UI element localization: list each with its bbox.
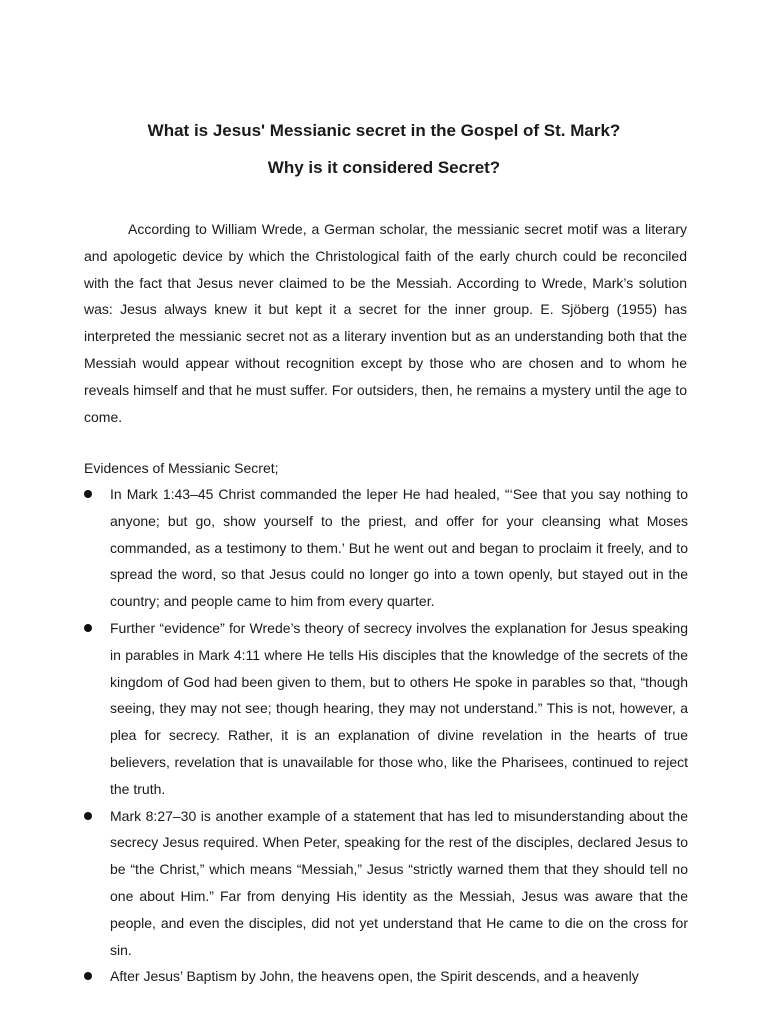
intro-paragraph: According to William Wrede, a German scholar, the messianic secret motif was a literary and apologetic device by which the Christological faith of the early church could be reconciled with the fact that Jesus never claimed to be the Messiah. According to Wrede, Mark’s solution was: Jesus always knew it but kept it a secret for the inner group. E. Sjöberg (1955) has interpreted the messianic secret not as a literary invention but as an understanding both that the Messiah would appear without recognition except by those who are chosen and to whom he reveals himself and that he must suffer. For outsiders, then, he remains a mystery until the age to come. — [84, 221, 687, 425]
evidence-list — [84, 481, 688, 990]
document-title-line1: What is Jesus' Messianic secret in the Gospel of St. Mark? — [147, 121, 621, 140]
bullet-icon — [84, 490, 92, 498]
document-title-line2: Why is it considered Secret? — [267, 158, 501, 177]
bullet-icon — [84, 812, 92, 820]
bullet-icon — [84, 624, 92, 632]
evidence-heading: Evidences of Messianic Secret; — [84, 460, 279, 476]
list-item-text: After Jesus’ Baptism by John, the heavens open, the Spirit descends, and a heavenly — [110, 968, 639, 985]
list-item — [84, 963, 688, 990]
list-item-text: Mark 8:27–30 is another example of a statement that has led to misunderstanding about the secrecy Jesus required. When Peter, speaking for the rest of the disciples, declared Jesus to be “the Christ,” which means “Messiah,” Jesus “strictly warned them that they should tell no one about Him.” Far from denying His identity as the Messiah, Jesus was aware that the people, and even the disciples, did not yet understand that He came to die on the cross for sin. — [110, 807, 688, 958]
list-item-text: Further “evidence” for Wrede’s theory of secrecy involves the explanation for Jesus speaking in parables in Mark 4:11 where He tells His disciples that the knowledge of the secrets of the kingdom of God had been given to them, but to others He spoke in parables so that, “though seeing, they may not see; though hearing, they may not understand.” This is not, however, a plea for secrecy. Rather, it is an explanation of divine revelation in the hearts of true believers, revelation that is unavailable for those who, like the Pharisees, continued to reject the truth. — [110, 619, 688, 797]
list-item — [84, 803, 688, 964]
list-item — [84, 615, 688, 803]
bullet-icon — [84, 972, 92, 980]
list-item-text: In Mark 1:43–45 Christ commanded the leper He had healed, “‘See that you say nothing to anyone; but go, show yourself to the priest, and offer for your cleansing what Moses commanded, as a testimony to them.’ But he went out and began to proclaim it freely, and to spread the word, so that Jesus could no longer go into a town openly, but stayed out in the country; and people came to him from every quarter. — [110, 486, 688, 610]
list-item — [84, 481, 688, 615]
